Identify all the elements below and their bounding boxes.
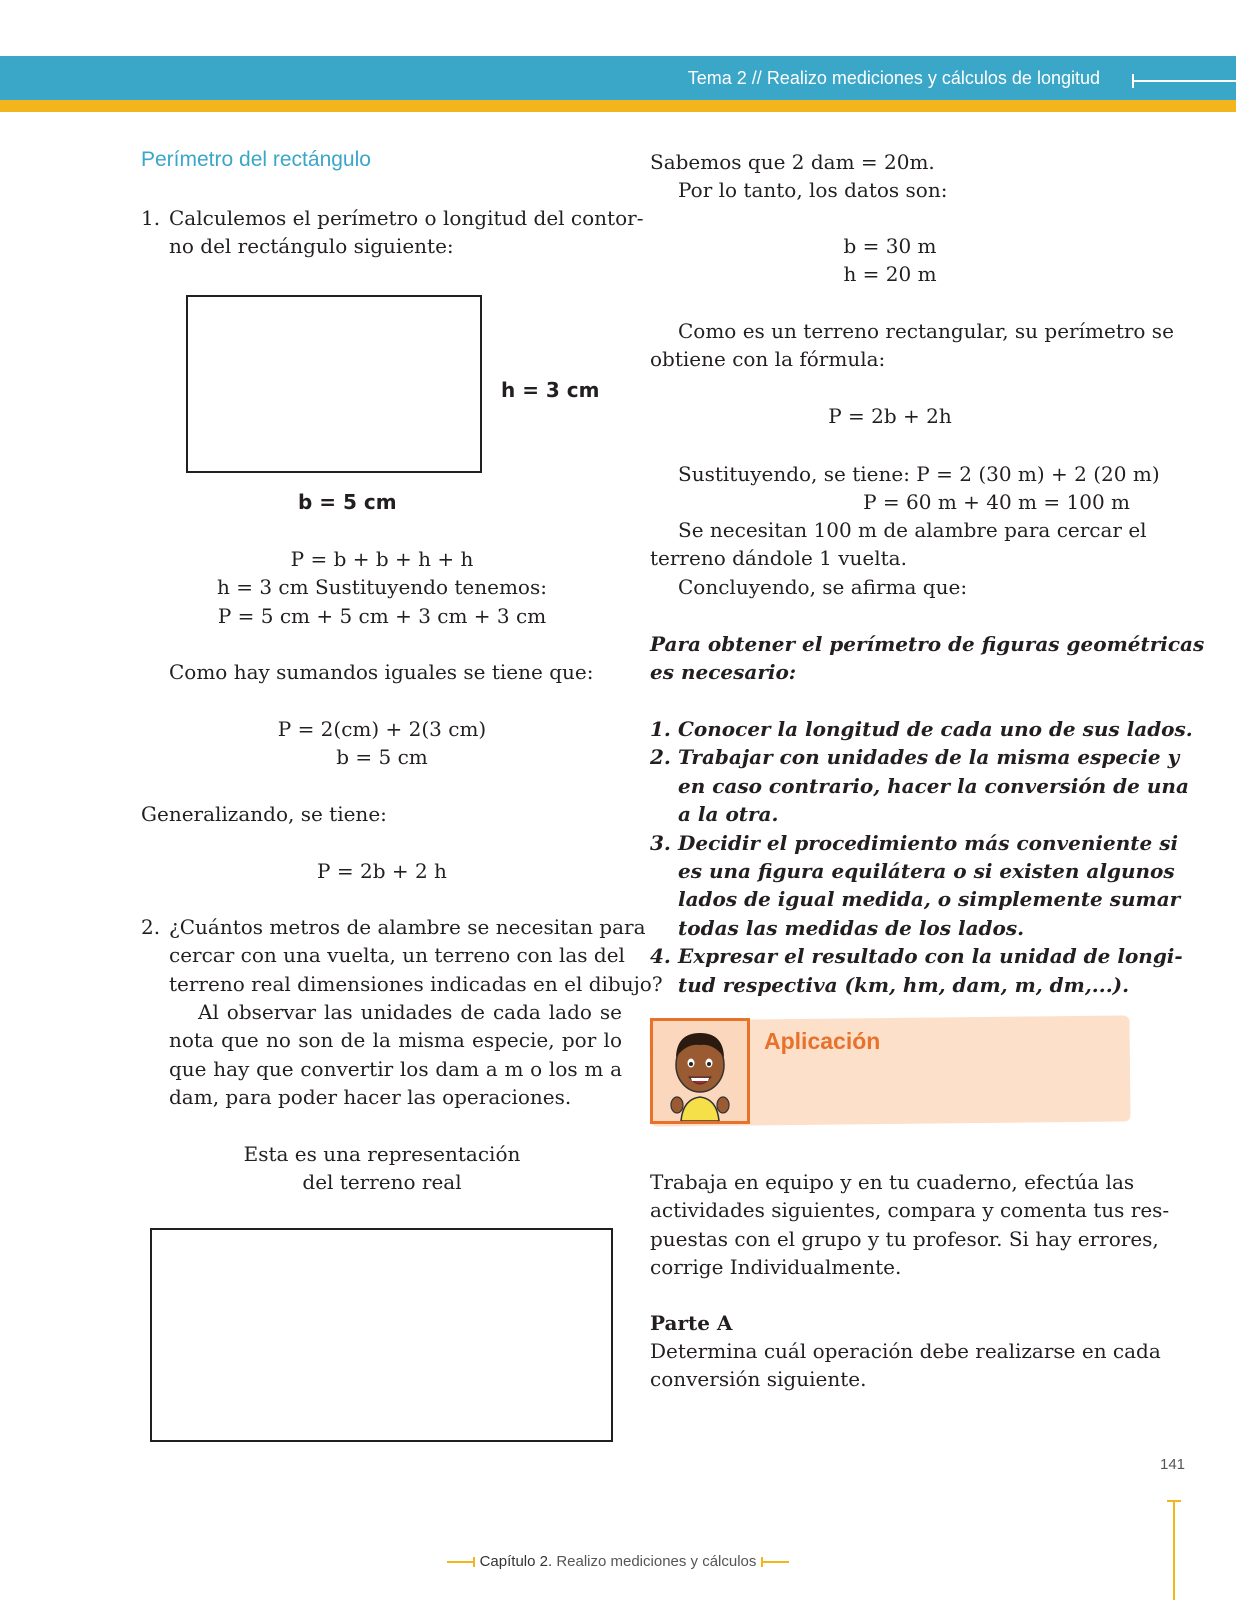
paragraph-line: Se necesitan 100 m de alambre para cercar el	[678, 518, 1147, 542]
item-1-line-1: Calculemos el perímetro o longitud del contor-	[169, 206, 644, 230]
rule-line: Expresar el resultado con la unidad de longi-	[678, 944, 1183, 969]
parte-a-heading: Parte A	[650, 1311, 733, 1335]
paragraph-line: Al observar las unidades de cada lado se	[198, 1000, 622, 1024]
rules-list	[650, 715, 1193, 999]
generalizando-text: Generalizando, se tiene:	[141, 802, 387, 826]
formula-line: h = 3 cm Sustituyendo tenemos:	[217, 575, 547, 600]
paragraph-line: terreno dándole 1 vuelta.	[650, 546, 907, 571]
dato-line: h = 20 m	[843, 262, 937, 287]
rule-number: 1.	[650, 717, 671, 741]
paragraph-line: corrige Individualmente.	[650, 1255, 902, 1280]
rule-number: 2.	[650, 745, 671, 770]
rule-line: todas las medidas de los lados.	[678, 915, 1025, 940]
se-necesitan-paragraph	[650, 516, 1147, 573]
formula-line: b = 5 cm	[336, 745, 428, 770]
concluyendo-text: Concluyendo, se afirma que:	[678, 575, 968, 599]
header-accent-band	[0, 100, 1236, 112]
rect-b-label: b = 5 cm	[298, 490, 397, 514]
paragraph-line: Trabaja en equipo y en tu cuaderno, efectúa las	[650, 1170, 1135, 1194]
paragraph-line: Determina cuál operación debe realizarse en cada	[650, 1339, 1161, 1363]
page-marker-line	[1173, 1500, 1175, 1600]
rule-number: 3.	[650, 830, 671, 855]
item-2-line: terreno real dimensiones indicadas en el dibujo?	[169, 971, 663, 996]
rule-line: lados de igual medida, o simplemente sumar	[678, 887, 1181, 912]
rule-line: tud respectiva (km, hm, dam, m, dm,...).	[678, 972, 1130, 997]
item-1-line-2: no del rectángulo siguiente:	[169, 234, 454, 259]
como-es-paragraph	[650, 317, 1174, 374]
rule-line: es una figura equilátera o si existen algunos	[678, 859, 1175, 884]
aplicacion-mascot-frame	[650, 1018, 750, 1124]
datos-block	[650, 232, 1130, 289]
footer	[0, 1553, 1236, 1570]
page-number: 141	[1160, 1456, 1186, 1473]
rule-line: Trabajar con unidades de la misma especie y	[678, 745, 1180, 770]
observation-paragraph	[169, 998, 622, 1112]
item-1-number: 1.	[141, 206, 161, 230]
sustituyendo-text: Sustituyendo, se tiene: P = 2 (30 m) + 2 (20 m)	[678, 462, 1160, 486]
dato-line: b = 30 m	[843, 234, 937, 258]
paragraph-line: puestas con el grupo y tu profesor. Si hay errores,	[650, 1226, 1159, 1251]
aplicacion-title: Aplicación	[764, 1028, 881, 1054]
caption-line: Esta es una representación	[243, 1142, 521, 1166]
rule-number: 4.	[650, 944, 671, 969]
header-line	[1132, 80, 1236, 82]
formula-line: P = 5 cm + 5 cm + 3 cm + 3 cm	[217, 603, 547, 628]
paragraph-line: nota que no son de la misma especie, por lo	[169, 1028, 622, 1053]
formula-line: P = 2(cm) + 2(3 cm)	[277, 717, 487, 741]
terrain-caption	[141, 1140, 623, 1197]
rule-line: a la otra.	[678, 802, 779, 827]
item-2-number: 2.	[141, 915, 161, 939]
formula-line: P = b + b + h + h	[290, 547, 474, 571]
rule-intro-line: Para obtener el perímetro de figuras geométricas	[650, 632, 1205, 656]
formula-block-2	[141, 715, 623, 772]
rule-line: Conocer la longitud de cada uno de sus lados.	[678, 717, 1193, 741]
formula-block-1	[141, 545, 623, 630]
como-hay-text: Como hay sumandos iguales se tiene que:	[169, 660, 594, 684]
header-title: Tema 2 // Realizo mediciones y cálculos de longitud	[687, 68, 1100, 88]
rule-intro	[650, 630, 1205, 687]
rule-line: Decidir el procedimiento más conveniente si	[678, 830, 1179, 855]
paragraph-line: Como es un terreno rectangular, su perímetro se	[678, 319, 1174, 343]
item-2	[141, 913, 663, 998]
sustituyendo-result: P = 60 m + 40 m = 100 m	[863, 490, 1130, 514]
item-2-line: cercar con una vuelta, un terreno con las del	[169, 943, 625, 968]
terrain-rectangle	[150, 1228, 613, 1442]
paragraph-line: obtiene con la fórmula:	[650, 347, 886, 372]
footer-chapter: Capítulo 2.	[479, 1553, 553, 1570]
section-title: Perímetro del rectángulo	[141, 148, 371, 171]
child-mascot-icon	[653, 1021, 747, 1121]
rect-h-label: h = 3 cm	[501, 378, 600, 402]
rectangle-figure	[186, 295, 482, 473]
item-2-line: ¿Cuántos metros de alambre se necesitan para	[169, 915, 646, 939]
rule-intro-line: es necesario:	[650, 660, 797, 685]
sabemos-text: Sabemos que 2 dam = 20m.	[650, 150, 935, 174]
footer-title: Realizo mediciones y cálculos	[556, 1553, 757, 1570]
perimeter-formula: P = 2b + 2h	[828, 404, 952, 428]
paragraph-line: actividades siguientes, compara y comenta tus res-	[650, 1198, 1170, 1223]
paragraph-line: que hay que convertir los dam a m o los m a	[169, 1056, 622, 1081]
por-lo-tanto-text: Por lo tanto, los datos son:	[678, 178, 948, 202]
general-formula: P = 2b + 2 h	[317, 859, 447, 883]
trabaja-paragraph	[650, 1168, 1170, 1282]
caption-line: del terreno real	[302, 1170, 462, 1195]
item-1	[141, 204, 643, 261]
paragraph-line: conversión siguiente.	[650, 1367, 867, 1392]
rule-line: en caso contrario, hacer la conversión de una	[678, 773, 1189, 798]
determina-paragraph	[650, 1337, 1161, 1394]
paragraph-line: dam, para poder hacer las operaciones.	[169, 1085, 572, 1110]
